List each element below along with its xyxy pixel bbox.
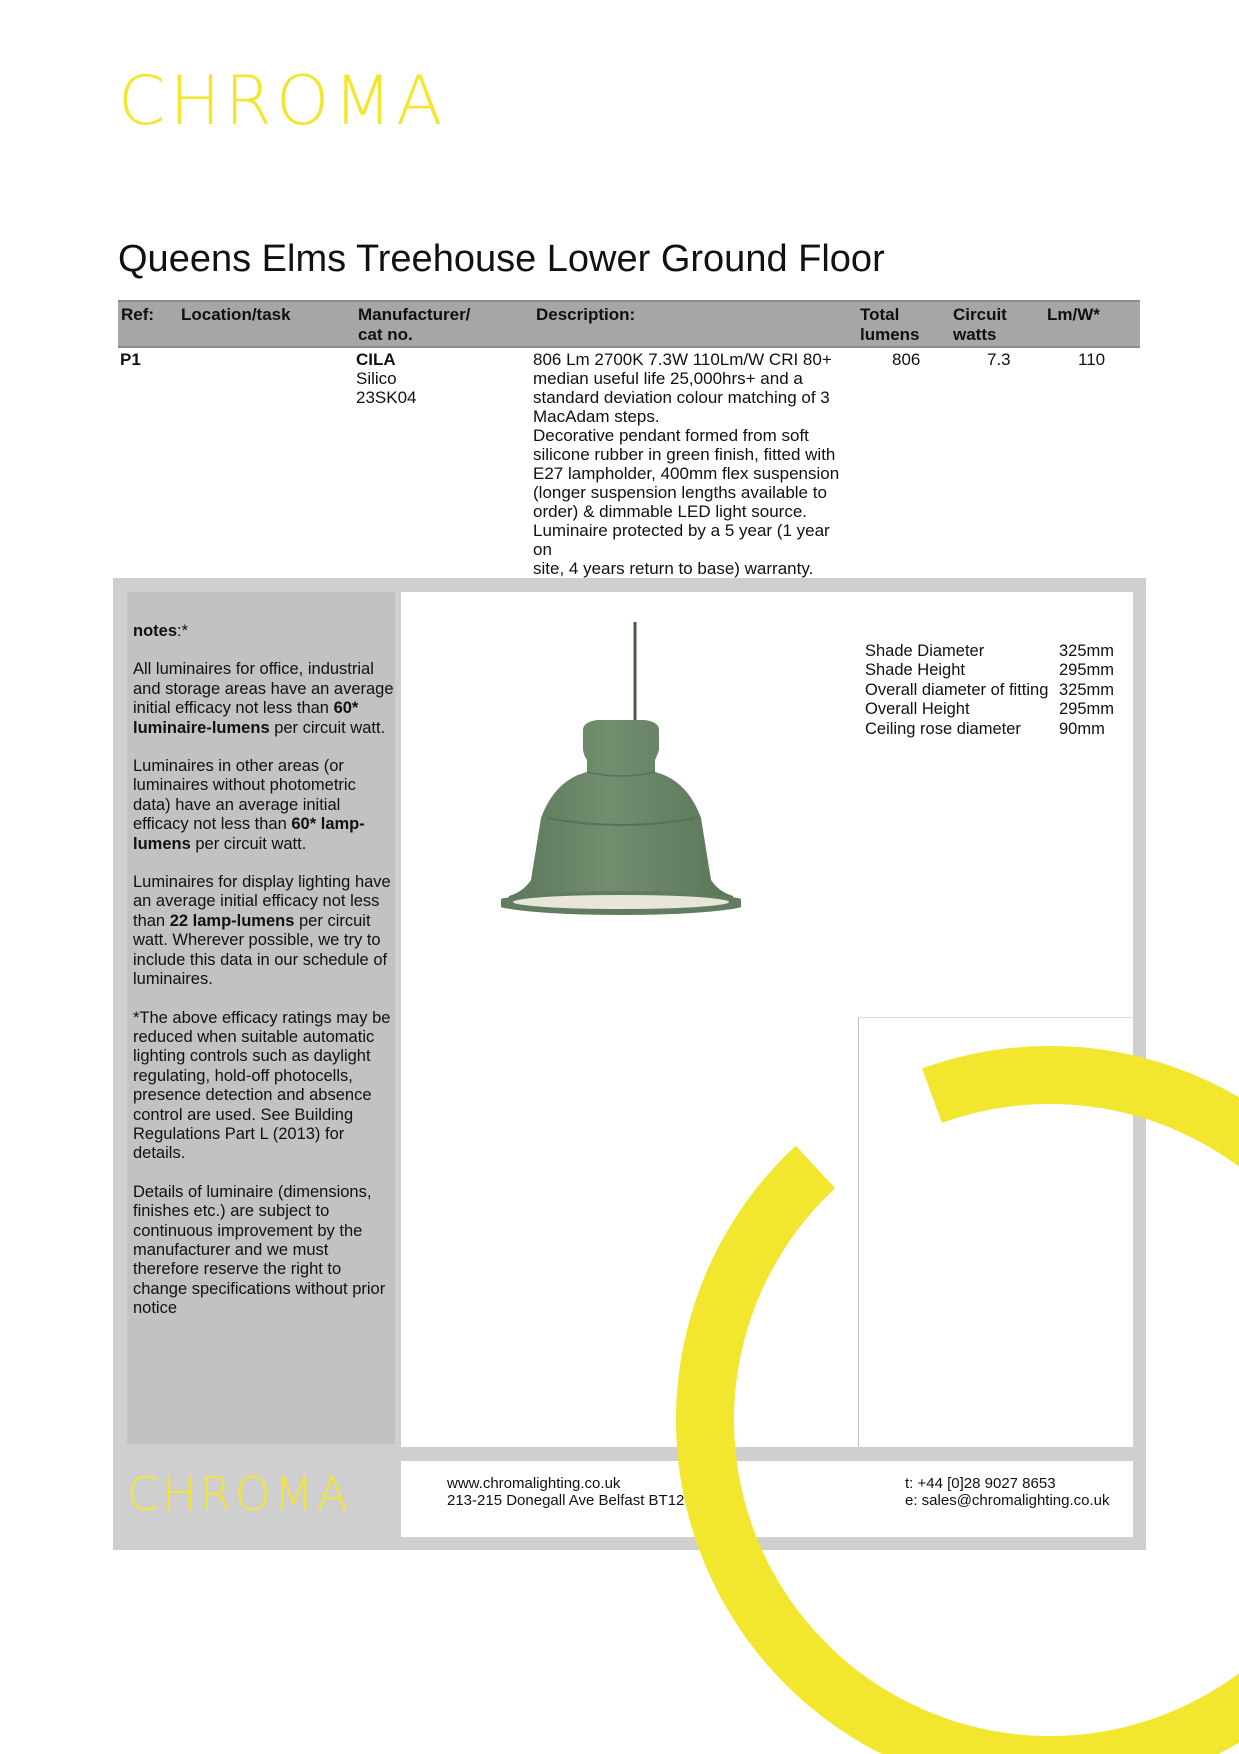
description-line: E27 lampholder, 400mm flex suspension (533, 464, 840, 483)
header-manufacturer (358, 305, 470, 345)
row-description (533, 350, 853, 578)
header-ref: Ref: (121, 305, 155, 324)
description-line: Decorative pendant formed from soft (533, 426, 809, 445)
note-paragraph: Luminaires in other areas (or luminaires without photometric data) have an average initial efficacy not less than 60* lamp-lumens per circuit watt. (133, 757, 365, 853)
notes-heading-suffix: :* (177, 622, 189, 640)
description-line: Luminaire protected by a 5 year (1 year on (533, 521, 830, 559)
footer-email[interactable]: e: sales@chromalighting.co.uk (905, 1492, 1110, 1509)
note-paragraph: Luminaires for display lighting have an average initial efficacy not less than 22 lamp-lumens per circuit watt. Wherever possible, we try to include this data in our schedule of luminaires. (133, 873, 391, 989)
header-watts-line1: Circuit (953, 305, 1007, 324)
footer-phone[interactable]: t: +44 [0]28 9027 8653 (905, 1475, 1056, 1492)
footer-address: 213-215 Donegall Ave Belfast BT12 6LU (447, 1492, 717, 1509)
drawing-frame (858, 1017, 1133, 1447)
description-line: median useful life 25,000hrs+ and a (533, 369, 803, 388)
header-watts (953, 305, 1007, 345)
header-lumens-line2: lumens (860, 325, 920, 344)
note-paragraph: All luminaires for office, industrial and storage areas have an average initial efficacy not less than 60* luminaire-lumens per circuit watt. (133, 660, 394, 737)
row-lumens: 806 (892, 350, 921, 369)
row-product: Silico (356, 369, 397, 388)
header-manufacturer-line1: Manufacturer/ (358, 305, 471, 324)
product-area: Shade Diameter 325mm Shade Height 295mm Overall diameter of fitting 325mm Overall Height 295mm Ceiling rose diameter 90mm (401, 592, 1133, 1447)
row-lmw: 110 (1078, 350, 1106, 369)
spec-table-header (118, 300, 1140, 348)
header-watts-line2: watts (953, 325, 997, 344)
row-watts: 7.3 (987, 350, 1011, 369)
header-manufacturer-line2: cat no. (358, 325, 413, 344)
notes (133, 622, 395, 1338)
notes-heading: notes (133, 622, 178, 640)
chroma-logo: CHROMA (118, 62, 447, 141)
row-manufacturer: CILA (356, 350, 396, 369)
row-cat-no: 23SK04 (356, 388, 417, 407)
page-title: Queens Elms Treehouse Lower Ground Floor (118, 238, 885, 280)
header-location: Location/task (181, 305, 291, 324)
note-paragraph: Details of luminaire (dimensions, finishes etc.) are subject to continuous improvement by the manufacturer and we must therefore reserve the right to change specifications without prior notice (133, 1182, 386, 1318)
description-line: order) & dimmable LED light source. (533, 502, 808, 521)
description-line: standard deviation colour matching of 3 (533, 388, 830, 407)
header-description: Description: (536, 305, 636, 324)
row-ref: P1 (120, 350, 141, 369)
header-lumens (860, 305, 920, 345)
description-line: MacAdam steps. (533, 407, 660, 426)
description-line: (longer suspension lengths available to (533, 483, 827, 502)
pendant-lamp-image (501, 622, 741, 972)
description-line: 806 Lm 2700K 7.3W 110Lm/W CRI 80+ (533, 350, 832, 369)
row-manufacturer-cell (356, 350, 417, 407)
description-line: silicone rubber in green finish, fitted with (533, 445, 836, 464)
footer-website[interactable]: www.chromalighting.co.uk (447, 1475, 621, 1492)
description-line: site, 4 years return to base) warranty. (533, 559, 814, 578)
header-lumens-line1: Total (860, 305, 900, 324)
header-lmw: Lm/W* (1047, 305, 1100, 324)
note-paragraph: *The above efficacy ratings may be reduced when suitable automatic lighting controls such as daylight regulating, hold-off photocells, presence detection and absence control are used. See Building Regulations Part L (2013) for details. (133, 1008, 391, 1163)
footer-chroma-logo: CHROMA (127, 1467, 352, 1521)
